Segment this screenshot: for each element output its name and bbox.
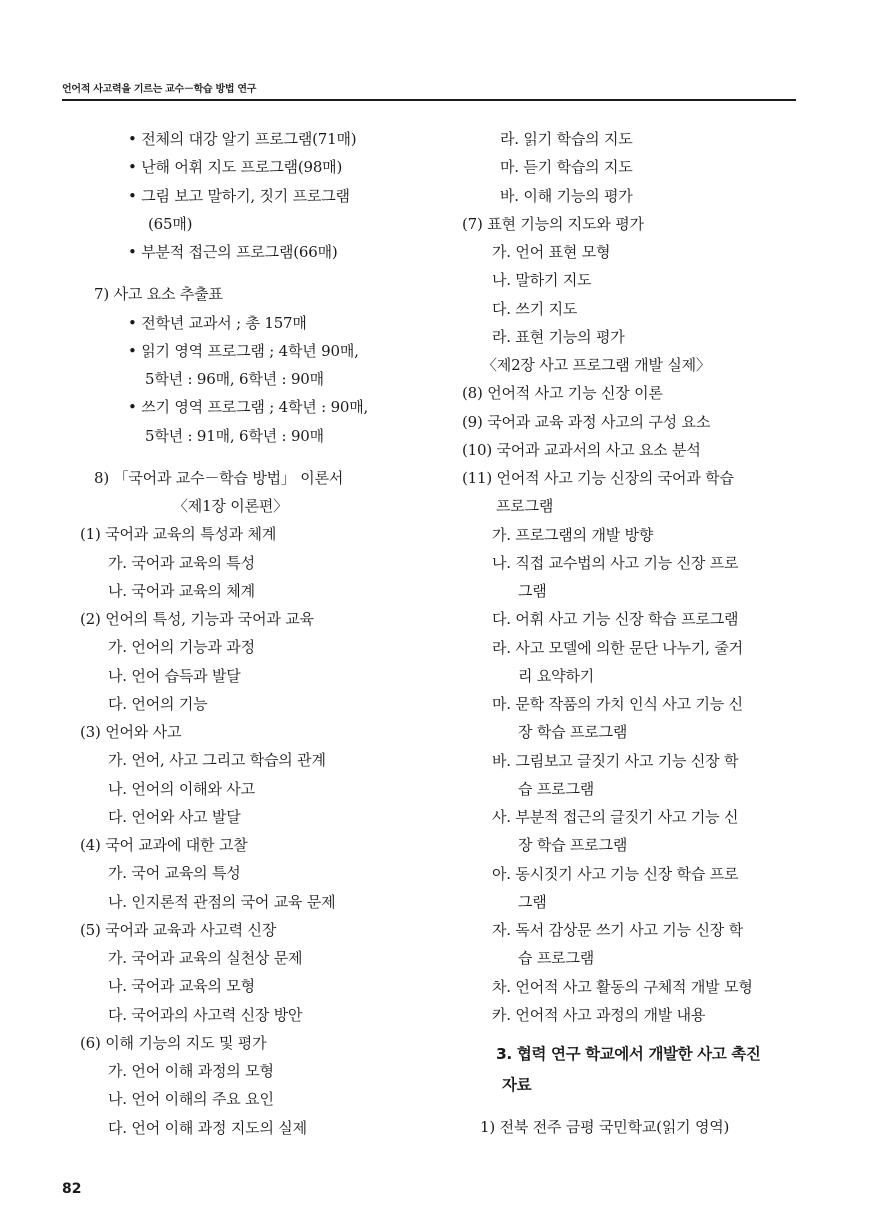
- list-item: (9) 국어과 교육 과정 사고의 구성 요소: [462, 412, 711, 431]
- chapter-heading: 〈제2장 사고 프로그램 개발 실제〉: [482, 356, 711, 374]
- list-item: 나. 인지론적 관점의 국어 교육 문제: [108, 892, 336, 911]
- list-item: • 전학년 교과서 ; 총 157매: [128, 313, 307, 332]
- list-item: 아. 동시짓기 사고 기능 신장 학습 프로: [492, 864, 739, 883]
- list-item: 리 요약하기: [518, 666, 595, 685]
- list-item: 나. 말하기 지도: [492, 271, 592, 290]
- list-item: 바. 그림보고 글짓기 사고 기능 신장 학: [492, 751, 739, 770]
- list-item: 가. 언어의 기능과 과정: [108, 638, 255, 657]
- list-item: (2) 언어의 특성, 기능과 국어과 교육: [80, 610, 314, 628]
- list-item: • 전체의 대강 알기 프로그램(71매): [128, 130, 357, 148]
- list-item: (6) 이해 기능의 지도 및 평가: [80, 1033, 267, 1052]
- list-item: 다. 쓰기 지도: [492, 299, 578, 318]
- list-item: 다. 언어와 사고 발달: [108, 807, 241, 826]
- list-item: 1) 전북 전주 금평 국민학교(읽기 영역): [480, 1118, 730, 1136]
- list-item: (5) 국어과 교육과 사고력 신장: [80, 920, 277, 939]
- list-item: (10) 국어과 교과서의 사고 요소 분석: [462, 440, 701, 459]
- left-column: [62, 125, 462, 1142]
- section-heading: 3. 협력 연구 학교에서 개발한 사고 촉진: [496, 1045, 761, 1063]
- list-item: 장 학습 프로그램: [518, 836, 628, 855]
- list-item: 사. 부분적 접근의 글짓기 사고 기능 신: [492, 808, 739, 826]
- list-item: (1) 국어과 교육의 특성과 체계: [80, 525, 277, 544]
- list-item: 라. 읽기 학습의 지도: [500, 130, 633, 148]
- list-heading: 7) 사고 요소 추출표: [94, 285, 223, 304]
- list-item: (65매): [148, 214, 193, 233]
- list-item: • 쓰기 영역 프로그램 ; 4학년 : 90매,: [128, 398, 369, 417]
- list-item: • 난해 어휘 지도 프로그램(98매): [128, 158, 343, 177]
- list-item: (8) 언어적 사고 기능 신장 이론: [462, 384, 663, 403]
- list-item: 나. 언어 이해의 주요 요인: [108, 1090, 274, 1109]
- list-item: 나. 직접 교수법의 사고 기능 신장 프로: [492, 553, 739, 572]
- list-item: 5학년 : 91매, 6학년 : 90매: [145, 426, 324, 445]
- list-item: 습 프로그램: [518, 779, 595, 798]
- section-heading: 자료: [502, 1076, 532, 1094]
- running-header: 언어적 사고력을 기르는 교수－학습 방법 연구: [62, 84, 257, 95]
- list-item: 나. 언어 습득과 발달: [108, 666, 241, 685]
- list-item: 마. 문학 작품의 가치 인식 사고 기능 신: [492, 695, 743, 713]
- list-item: • 읽기 영역 프로그램 ; 4학년 90매,: [128, 341, 359, 360]
- list-item: 다. 국어과의 사고력 신장 방안: [108, 1005, 303, 1024]
- list-item: (3) 언어와 사고: [80, 723, 182, 741]
- list-item: 나. 국어과 교육의 체계: [108, 581, 255, 600]
- list-item: 그램: [518, 892, 547, 911]
- right-column: [462, 125, 802, 1141]
- list-item: (7) 표현 기능의 지도와 평가: [462, 214, 644, 233]
- list-item: 5학년 : 96매, 6학년 : 90매: [145, 370, 324, 388]
- list-item: • 부분적 접근의 프로그램(66매): [128, 243, 338, 261]
- chapter-heading: 〈제1장 이론편〉: [173, 497, 288, 515]
- list-item: 가. 언어 이해 과정의 모형: [108, 1062, 274, 1080]
- list-item: 프로그램: [496, 497, 554, 516]
- list-item: 라. 사고 모델에 의한 문단 나누기, 줄거: [492, 638, 743, 657]
- list-item: 다. 어휘 사고 기능 신장 학습 프로그램: [492, 610, 739, 629]
- list-item: 가. 국어 교육의 특성: [108, 864, 241, 883]
- list-item: 가. 언어, 사고 그리고 학습의 관계: [108, 751, 326, 770]
- list-item: (11) 언어적 사고 기능 신장의 국어과 학습: [462, 469, 734, 487]
- list-item: 자. 독서 감상문 쓰기 사고 기능 신장 학: [492, 921, 743, 939]
- list-item: 카. 언어적 사고 과정의 개발 내용: [492, 1005, 706, 1024]
- list-item: 나. 국어과 교육의 모형: [108, 977, 255, 996]
- list-item: 습 프로그램: [518, 949, 595, 968]
- list-item: 그램: [518, 582, 547, 600]
- list-item: 다. 언어 이해 과정 지도의 실제: [108, 1118, 307, 1137]
- header-rule: [62, 99, 796, 101]
- list-item: 가. 프로그램의 개발 방향: [492, 525, 654, 544]
- list-item: 가. 언어 표현 모형: [492, 243, 611, 261]
- list-item: 장 학습 프로그램: [518, 723, 628, 742]
- list-item: 가. 국어과 교육의 특성: [108, 553, 255, 572]
- page-number: 82: [62, 1181, 82, 1197]
- list-item: 바. 이해 기능의 평가: [500, 186, 633, 205]
- list-heading: 8) 「국어과 교수－학습 방법」 이론서: [94, 468, 344, 487]
- list-item: 마. 듣기 학습의 지도: [500, 158, 633, 177]
- list-item: 차. 언어적 사고 활동의 구체적 개발 모형: [492, 977, 753, 996]
- list-item: • 그림 보고 말하기, 짓기 프로그램: [128, 186, 350, 205]
- list-item: (4) 국어 교과에 대한 고찰: [80, 836, 248, 854]
- list-item: 나. 언어의 이해와 사고: [108, 779, 255, 798]
- list-item: 가. 국어과 교육의 실천상 문제: [108, 949, 303, 967]
- list-item: 라. 표현 기능의 평가: [492, 327, 625, 346]
- list-item: 다. 언어의 기능: [108, 694, 208, 713]
